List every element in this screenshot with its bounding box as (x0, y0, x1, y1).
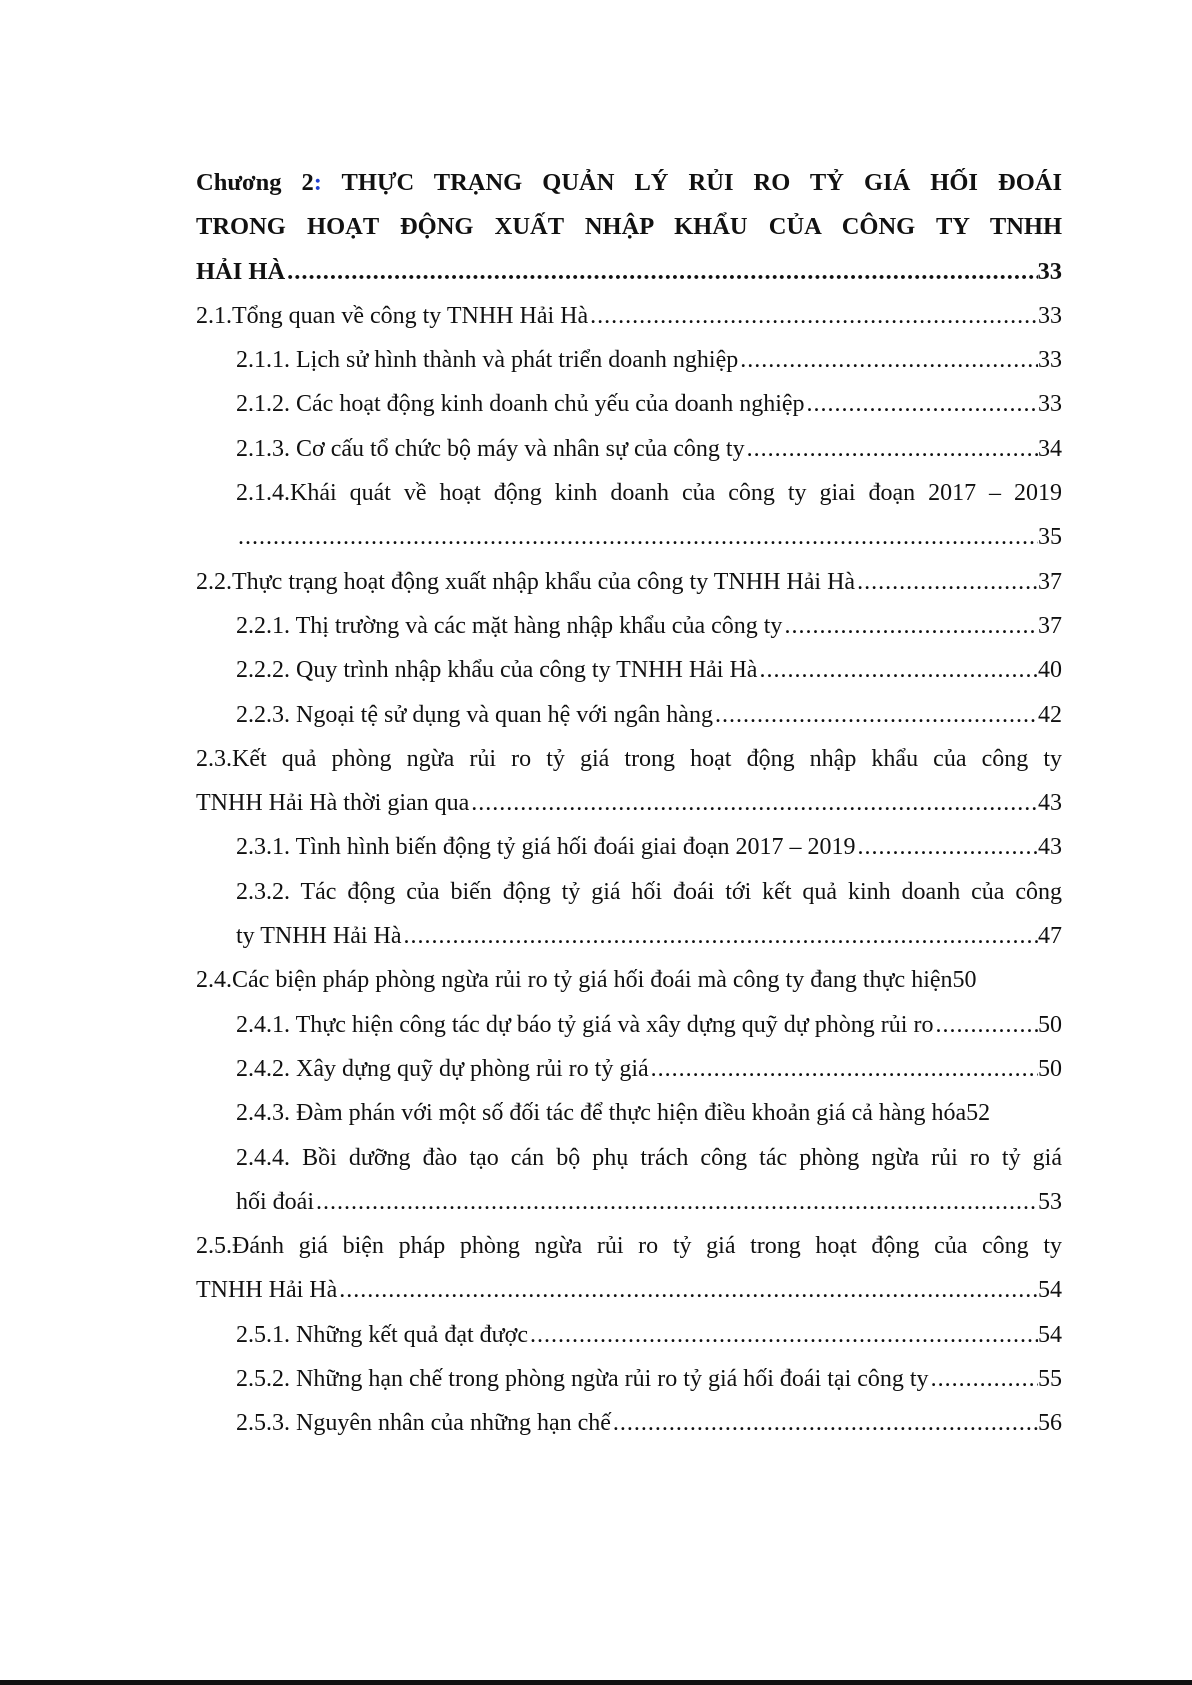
toc-entry-2-1-4-line-1[interactable] (196, 471, 1062, 515)
toc-entry-2-4-1[interactable] (196, 1003, 1062, 1047)
toc-entry-2-4[interactable] (196, 958, 1062, 1002)
dot-leader (805, 382, 1038, 426)
dot-leader (528, 1313, 1038, 1357)
page-number: 33 (1037, 257, 1062, 285)
toc-entry-2-3-2-line-2[interactable] (196, 914, 1062, 958)
toc-entry-2-4-3[interactable] (196, 1091, 1062, 1135)
dot-leader (649, 1047, 1038, 1091)
toc-entry-2-5-line-1[interactable] (196, 1224, 1062, 1268)
entry-title: 2.3.1. Tình hình biến động tỷ giá hối đoái giai đoạn 2017 – 2019 (236, 834, 856, 861)
dot-leader (588, 294, 1038, 338)
dot-leader (469, 781, 1038, 825)
dot-leader (236, 515, 1038, 559)
chapter-colon: : (313, 169, 322, 196)
toc-entry-2-1-4-line-2[interactable] (196, 515, 1062, 559)
page-number: 56 (1038, 1410, 1062, 1437)
entry-title: 2.1.1. Lịch sử hình thành và phát triển doanh nghiệp (236, 347, 739, 374)
dot-leader (314, 1180, 1038, 1224)
page-number: 50 (1038, 1055, 1062, 1082)
entry-title: 2.5.Đánh giá biện pháp phòng ngừa rủi ro tỷ giá trong hoạt động của công ty (196, 1233, 1062, 1260)
chapter-title-line-2 (196, 205, 1062, 249)
page-number: 54 (1038, 1321, 1062, 1348)
page-number: 54 (1038, 1277, 1062, 1304)
toc-entry-chapter-2[interactable] (196, 250, 1062, 294)
entry-title: 2.4.4. Bồi dưỡng đào tạo cán bộ phụ trách công tác phòng ngừa rủi ro tỷ giá (236, 1144, 1062, 1171)
page-number: 50 (1038, 1011, 1062, 1038)
dot-leader (285, 250, 1037, 294)
chapter-prefix: Chương 2 (196, 169, 314, 196)
page-number: 35 (1038, 524, 1062, 551)
dot-leader (757, 648, 1038, 692)
dot-leader (738, 338, 1038, 382)
entry-title: 2.4.2. Xây dựng quỹ dự phòng rủi ro tỷ giá (236, 1055, 649, 1082)
page-number: 43 (1038, 790, 1062, 817)
toc-entry-2-3-line-1[interactable] (196, 737, 1062, 781)
toc-entry-2-4-4-line-2[interactable] (196, 1180, 1062, 1224)
toc-entry-2-5-2[interactable] (196, 1357, 1062, 1401)
chapter-title-part-2: TRONG HOẠT ĐỘNG XUẤT NHẬP KHẨU CỦA CÔNG TY TNHH (196, 213, 1062, 241)
toc-entry-2-4-4-line-1[interactable] (196, 1136, 1062, 1180)
entry-title: 2.4.Các biện pháp phòng ngừa rủi ro tỷ giá hối đoái mà công ty đang thực hiện50 (196, 967, 977, 994)
toc-entry-2-2-3[interactable] (196, 693, 1062, 737)
page-number: 33 (1038, 391, 1062, 418)
toc-entry-2-2[interactable] (196, 560, 1062, 604)
dot-leader (745, 427, 1038, 471)
toc-entry-2-3-1[interactable] (196, 825, 1062, 869)
dot-leader (856, 825, 1039, 869)
toc-entry-2-1[interactable] (196, 294, 1062, 338)
page-number: 33 (1038, 302, 1062, 329)
entry-title: 2.3.2. Tác động của biến động tỷ giá hối đoái tới kết quả kinh doanh của công (236, 878, 1062, 905)
entry-title: 2.2.1. Thị trường và các mặt hàng nhập khẩu của công ty (236, 612, 783, 639)
page-number: 37 (1038, 612, 1062, 639)
entry-title: 2.1.3. Cơ cấu tổ chức bộ máy và nhân sự của công ty (236, 435, 745, 462)
entry-title: 2.4.3. Đàm phán với một số đối tác để thực hiện điều khoản giá cả hàng hóa52 (236, 1100, 991, 1127)
page-number: 43 (1038, 834, 1062, 861)
entry-title: 2.2.Thực trạng hoạt động xuất nhập khẩu của công ty TNHH Hải Hà (196, 568, 856, 595)
dot-leader (337, 1268, 1038, 1312)
toc-entry-2-2-2[interactable] (196, 648, 1062, 692)
page-number: 42 (1038, 701, 1062, 728)
dot-leader (933, 1003, 1038, 1047)
dot-leader (402, 914, 1038, 958)
chapter-title-part-3: HẢI HÀ (196, 257, 286, 285)
dot-leader (713, 693, 1038, 737)
page-number: 34 (1038, 435, 1062, 462)
dot-leader (782, 604, 1038, 648)
page-number: 40 (1038, 657, 1062, 684)
toc-entry-2-5-1[interactable] (196, 1313, 1062, 1357)
dot-leader (929, 1357, 1038, 1401)
toc-entry-2-4-2[interactable] (196, 1047, 1062, 1091)
toc-entry-2-1-2[interactable] (196, 382, 1062, 426)
page-number: 47 (1038, 923, 1062, 950)
entry-title-continued: hối đoái (236, 1188, 314, 1215)
entry-title: 2.5.1. Những kết quả đạt được (236, 1321, 528, 1348)
dot-leader (611, 1401, 1038, 1445)
page-number: 37 (1038, 568, 1062, 595)
toc-entry-2-1-3[interactable] (196, 427, 1062, 471)
toc-entry-2-5-3[interactable] (196, 1401, 1062, 1445)
toc-entry-2-5-line-2[interactable] (196, 1268, 1062, 1312)
chapter-title-line-1 (196, 161, 1062, 205)
entry-title: 2.5.3. Nguyên nhân của những hạn chế (236, 1410, 611, 1437)
toc-entry-2-2-1[interactable] (196, 604, 1062, 648)
entry-title: 2.4.1. Thực hiện công tác dự báo tỷ giá và xây dựng quỹ dự phòng rủi ro (236, 1011, 934, 1038)
entry-title: 2.2.3. Ngoại tệ sử dụng và quan hệ với ngân hàng (236, 701, 713, 728)
toc-entry-2-3-line-2[interactable] (196, 781, 1062, 825)
entry-title: 2.1.Tổng quan về công ty TNHH Hải Hà (196, 302, 589, 329)
toc-entry-2-3-2-line-1[interactable] (196, 870, 1062, 914)
table-of-contents (196, 161, 1062, 1446)
page-number: 53 (1038, 1188, 1062, 1215)
page-bottom-edge (0, 1680, 1192, 1685)
entry-title: 2.2.2. Quy trình nhập khẩu của công ty TNHH Hải Hà (236, 657, 758, 684)
page-number: 55 (1038, 1366, 1062, 1393)
entry-title: 2.3.Kết quả phòng ngừa rủi ro tỷ giá trong hoạt động nhập khẩu của công ty (196, 745, 1062, 772)
entry-title-continued: TNHH Hải Hà thời gian qua (196, 790, 470, 817)
entry-title-continued: ty TNHH Hải Hà (236, 923, 402, 950)
entry-title: 2.1.4.Khái quát về hoạt động kinh doanh của công ty giai đoạn 2017 – 2019 (236, 480, 1062, 507)
toc-entry-2-1-1[interactable] (196, 338, 1062, 382)
dot-leader (855, 560, 1038, 604)
chapter-title-part-1: THỰC TRẠNG QUẢN LÝ RỦI RO TỶ GIÁ HỐI ĐOÁI (321, 169, 1062, 196)
entry-title: 2.1.2. Các hoạt động kinh doanh chủ yếu của doanh nghiệp (236, 391, 805, 418)
page-number: 33 (1038, 347, 1062, 374)
entry-title-continued: TNHH Hải Hà (196, 1277, 338, 1304)
entry-title: 2.5.2. Những hạn chế trong phòng ngừa rủi ro tỷ giá hối đoái tại công ty (236, 1366, 929, 1393)
